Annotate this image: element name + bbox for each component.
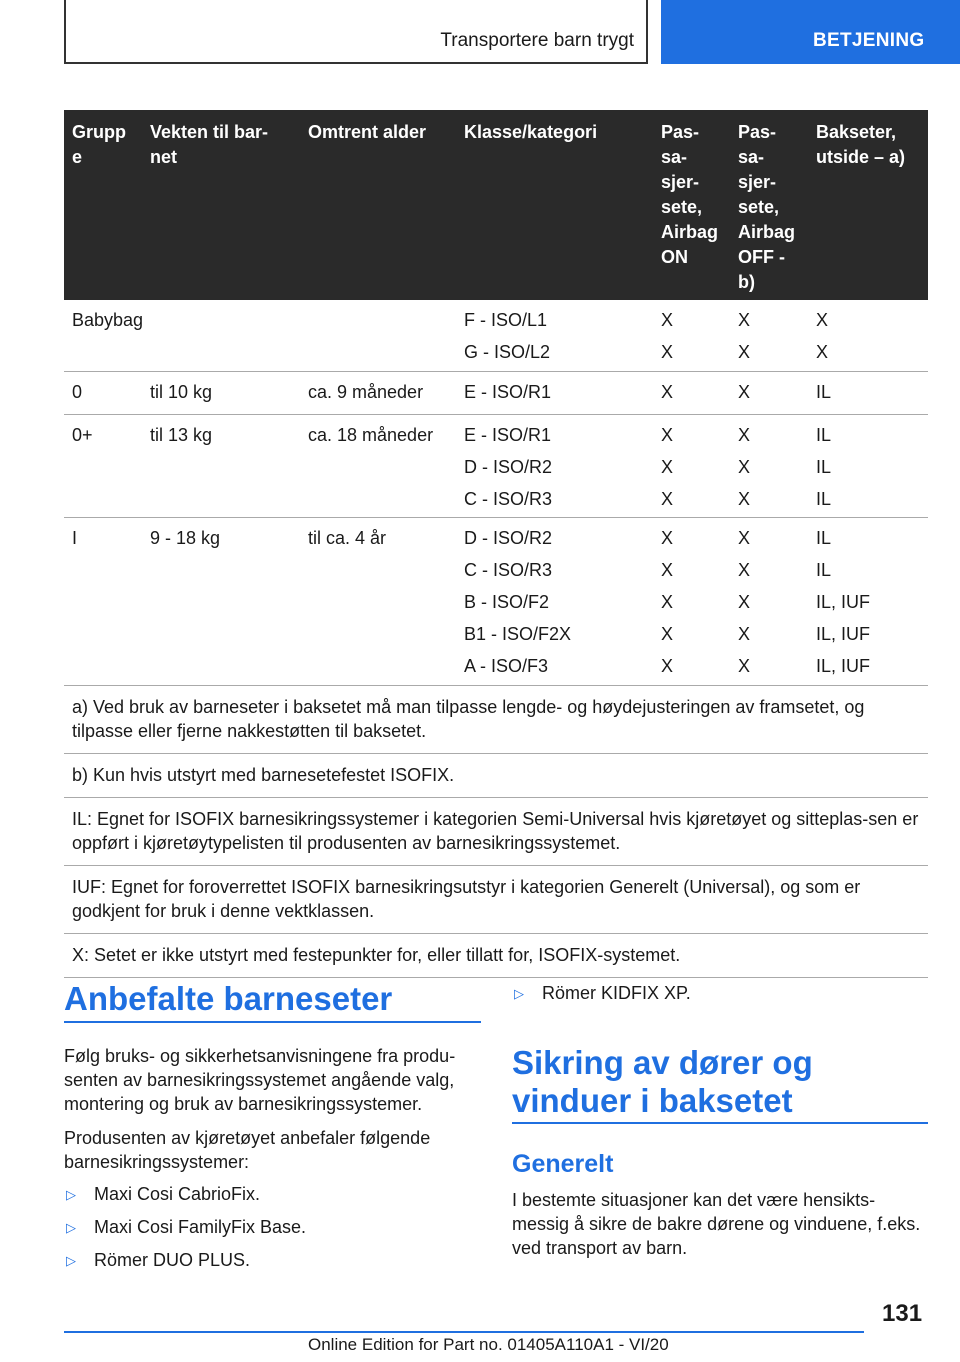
triangle-right-icon: ▷ bbox=[66, 1253, 76, 1268]
list-item: Römer KIDFIX XP. bbox=[542, 983, 691, 1003]
cell-class: A - ISO/F3 bbox=[464, 656, 549, 676]
cell-airbag-off: X bbox=[738, 457, 751, 477]
cell-class: B - ISO/F2 bbox=[464, 592, 550, 612]
cell-class: B1 - ISO/F2X bbox=[464, 624, 572, 644]
child-seat-table bbox=[64, 110, 928, 978]
cell-rear: IL, IUF bbox=[816, 592, 871, 612]
cell-class: E - ISO/R1 bbox=[464, 425, 552, 445]
footer-edition: Online Edition for Part no. 01405A110A1 - VI/20 bbox=[308, 1335, 669, 1354]
heading-recommended-seats: Anbefalte barneseter bbox=[64, 980, 393, 1017]
cell-group: 0 bbox=[72, 382, 83, 402]
cell-airbag-off: X bbox=[738, 656, 751, 676]
page-number: 131 bbox=[882, 1300, 923, 1327]
list-item: Maxi Cosi FamilyFix Base. bbox=[94, 1217, 307, 1237]
table-header bbox=[64, 110, 928, 300]
cell-class: D - ISO/R2 bbox=[464, 528, 553, 548]
cell-airbag-off: X bbox=[738, 489, 751, 509]
cell-airbag-on: X bbox=[661, 457, 674, 477]
cell-age: til ca. 4 år bbox=[308, 528, 387, 548]
cell-class: D - ISO/R2 bbox=[464, 457, 553, 477]
cell-airbag-on: X bbox=[661, 425, 674, 445]
th-airbag-on: Pas- sa- sjer- sete, Airbag ON bbox=[661, 122, 719, 267]
cell-airbag-off: X bbox=[738, 310, 751, 330]
cell-airbag-off: X bbox=[738, 342, 751, 362]
cell-rear: X bbox=[816, 342, 829, 362]
cell-weight: 9 - 18 kg bbox=[150, 528, 221, 548]
cell-rear: IL bbox=[816, 382, 832, 402]
heading-doors-windows: Sikring av dører og vinduer i baksetet bbox=[512, 1044, 813, 1119]
cell-airbag-off: X bbox=[738, 624, 751, 644]
th-rear-outer: Bakseter, utside – a) bbox=[816, 122, 906, 167]
cell-group: Babybag bbox=[72, 310, 144, 330]
cell-class: E - ISO/R1 bbox=[464, 382, 552, 402]
heading-rule bbox=[64, 1021, 481, 1023]
cell-class: C - ISO/R3 bbox=[464, 489, 553, 509]
cell-airbag-on: X bbox=[661, 560, 674, 580]
chapter-badge bbox=[661, 0, 960, 64]
th-airbag-off: Pas- sa- sjer- sete, Airbag OFF - b) bbox=[738, 122, 796, 292]
cell-age: ca. 18 måneder bbox=[308, 425, 434, 445]
cell-airbag-off: X bbox=[738, 425, 751, 445]
cell-class: C - ISO/R3 bbox=[464, 560, 553, 580]
cell-airbag-on: X bbox=[661, 382, 674, 402]
footnote-b: b) Kun hvis utstyrt med barnesetefestet ISOFIX. bbox=[64, 754, 928, 798]
cell-rear: IL bbox=[816, 457, 832, 477]
footnote-il: IL: Egnet for ISOFIX barnesikringssystemer i kategorien Semi-Universal hvis kjøretøyet og sitteplas-sen er oppført i kjøretøytypelisten til produsenten av barnesikringssystemet. bbox=[64, 798, 928, 866]
paragraph-instructions: Følg bruks- og sikkerhetsanvisningene fra produ-senten av barnesikringssystemet angående valg, montering og bruk av barnesikringssystemer. bbox=[64, 1046, 456, 1114]
cell-rear: IL bbox=[816, 560, 832, 580]
chapter-label: BETJENING bbox=[813, 30, 925, 51]
footnote-a: a) Ved bruk av barneseter i baksetet må man tilpasse lengde- og høydejusteringen av framsetet, og tilpasse eller fjerne nakkestøtten til baksetet. bbox=[64, 686, 928, 754]
triangle-right-icon: ▷ bbox=[66, 1187, 76, 1202]
triangle-right-icon: ▷ bbox=[514, 986, 524, 1001]
heading-rule bbox=[512, 1122, 928, 1124]
list-item: Römer DUO PLUS. bbox=[94, 1250, 251, 1270]
cell-rear: IL bbox=[816, 489, 832, 509]
footer-rule bbox=[64, 1331, 864, 1333]
cell-airbag-on: X bbox=[661, 656, 674, 676]
table-row bbox=[64, 372, 928, 415]
cell-group: 0+ bbox=[72, 425, 93, 445]
footnote-x: X: Setet er ikke utstyrt med festepunkter for, eller tillatt for, ISOFIX-systemet. bbox=[64, 934, 928, 978]
cell-airbag-off: X bbox=[738, 528, 751, 548]
cell-group: I bbox=[72, 528, 78, 548]
footnote-iuf: IUF: Egnet for foroverrettet ISOFIX barnesikringsutstyr i kategorien Generelt (Universal), og som er godkjent for bruk i denne vektklassen. bbox=[64, 866, 928, 934]
cell-rear: X bbox=[816, 310, 829, 330]
cell-class: F - ISO/L1 bbox=[464, 310, 548, 330]
table-row bbox=[64, 300, 928, 372]
table-row bbox=[64, 518, 928, 686]
subheading-general: Generelt bbox=[512, 1150, 614, 1178]
cell-rear: IL bbox=[816, 425, 832, 445]
cell-rear: IL bbox=[816, 528, 832, 548]
header-frame bbox=[64, 0, 648, 64]
list-item: Maxi Cosi CabrioFix. bbox=[94, 1184, 261, 1204]
paragraph-recommendation: Produsenten av kjøretøyet anbefaler følgende barnesikringssystemer: bbox=[64, 1128, 431, 1172]
th-class: Klasse/kategori bbox=[464, 122, 598, 142]
triangle-right-icon: ▷ bbox=[66, 1220, 76, 1235]
paragraph-general: I bestemte situasjoner kan det være hensikts-messig å sikre de bakre dørene og vinduene, f.eks. ved transport av barn. bbox=[512, 1190, 921, 1258]
cell-weight: til 10 kg bbox=[150, 382, 213, 402]
cell-airbag-on: X bbox=[661, 489, 674, 509]
cell-airbag-on: X bbox=[661, 624, 674, 644]
cell-airbag-on: X bbox=[661, 592, 674, 612]
cell-airbag-off: X bbox=[738, 382, 751, 402]
cell-rear: IL, IUF bbox=[816, 656, 871, 676]
section-title: Transportere barn trygt bbox=[440, 30, 634, 51]
cell-age: ca. 9 måneder bbox=[308, 382, 424, 402]
cell-rear: IL, IUF bbox=[816, 624, 871, 644]
cell-weight: til 13 kg bbox=[150, 425, 213, 445]
cell-airbag-on: X bbox=[661, 342, 674, 362]
cell-airbag-off: X bbox=[738, 592, 751, 612]
table-row bbox=[64, 415, 928, 518]
cell-airbag-on: X bbox=[661, 528, 674, 548]
cell-airbag-off: X bbox=[738, 560, 751, 580]
th-age: Omtrent alder bbox=[308, 122, 427, 142]
th-group: Grupp e bbox=[72, 122, 126, 167]
th-weight: Vekten til bar- net bbox=[150, 122, 269, 167]
cell-class: G - ISO/L2 bbox=[464, 342, 551, 362]
cell-airbag-on: X bbox=[661, 310, 674, 330]
